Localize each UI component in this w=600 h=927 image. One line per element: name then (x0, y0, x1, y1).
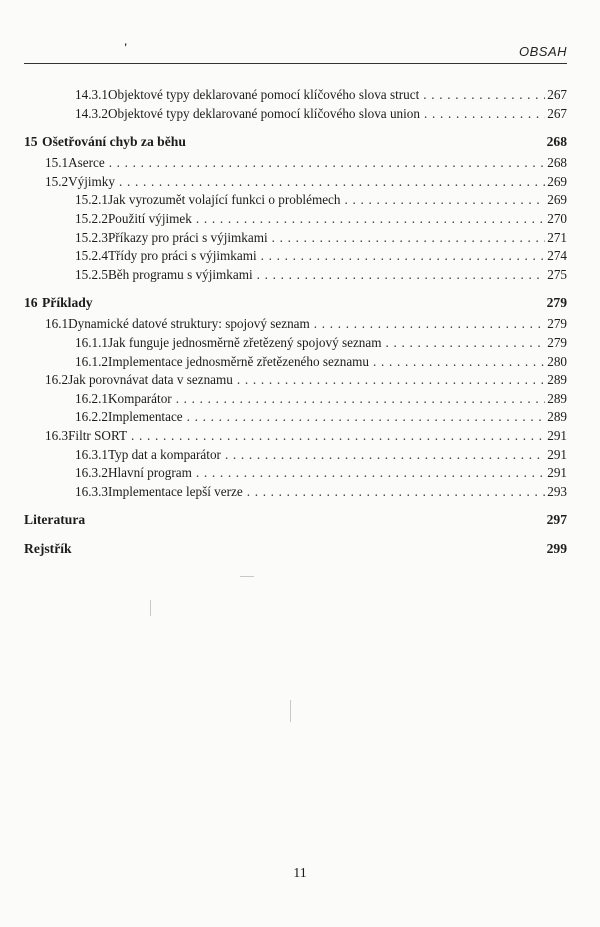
toc-entry-number: 16 (24, 295, 38, 311)
toc-entry-title: Jak vyrozumět volající funkci o problémech (107, 192, 341, 208)
scan-artifact (240, 576, 254, 577)
toc-entry-title: Implementace jednosměrně zřetězeného seznamu (107, 353, 370, 369)
toc-subsection-entry (24, 409, 567, 428)
toc-entry-page: 279 (546, 295, 567, 311)
dot-leader (127, 428, 545, 444)
toc-subsection-entry (24, 447, 567, 466)
dot-leader (420, 106, 545, 122)
toc-entry-title: Aserce (68, 155, 105, 171)
toc-entry-title: Třídy pro práci s výjimkami (107, 248, 257, 264)
toc-entry-number: 16.2 (45, 372, 69, 388)
dot-leader (105, 155, 545, 171)
page-header (24, 40, 567, 60)
dot-leader (172, 391, 545, 407)
toc-entry-number: 16.3.1 (75, 446, 108, 462)
toc-subsection-entry (24, 465, 567, 484)
toc-entry-number: 15.1 (45, 155, 69, 171)
toc-entry-title: Objektové typy deklarované pomocí klíčového slova struct (107, 87, 420, 102)
toc-chapter-entry (24, 541, 567, 562)
toc-entry-title: Ošetřování chyb za běhu (42, 134, 186, 150)
dot-leader (369, 354, 545, 370)
toc-entry-number: 16.2.1 (75, 390, 108, 406)
toc-subsection-entry (24, 391, 567, 410)
toc-section-entry (24, 316, 567, 335)
toc-entry-title: Objektové typy deklarované pomocí klíčového slova union (107, 105, 420, 121)
toc-entry-page: 289 (547, 372, 567, 388)
toc-subsection-entry (24, 354, 567, 373)
toc-subsection-entry (24, 267, 567, 286)
dot-leader (268, 230, 545, 246)
toc-section-entry (24, 155, 567, 174)
toc-entry-number: 15.2.2 (75, 210, 108, 226)
toc-entry-title: Implementace lepší verze (107, 483, 243, 499)
toc-entry-page: 268 (546, 134, 567, 150)
page-number: 11 (293, 866, 307, 881)
toc-entry-page: 267 (547, 105, 567, 121)
toc-entry-page: 280 (547, 353, 567, 369)
toc-subsection-entry (24, 106, 567, 125)
toc-entry-number: 15.2.5 (75, 266, 108, 282)
dot-leader (419, 87, 545, 103)
toc-entry-page: 271 (547, 229, 567, 245)
toc-entry-page: 279 (547, 316, 567, 332)
toc-entry-title: Rejstřík (24, 541, 72, 557)
toc-entry-number: 16.1.2 (75, 353, 108, 369)
toc-entry-title: Běh programu s výjimkami (107, 266, 253, 282)
dot-leader (192, 465, 545, 481)
toc-subsection-entry (24, 248, 567, 267)
dot-leader (310, 316, 545, 332)
toc-section-entry (24, 428, 567, 447)
toc-entry-title: Typ dat a komparátor (107, 446, 221, 462)
header-rule (24, 63, 567, 64)
dot-leader (382, 335, 545, 351)
toc-entry-number: 15.2.1 (75, 192, 108, 208)
toc-entry-title: Filtr SORT (68, 427, 128, 443)
dot-leader (257, 248, 545, 264)
toc-entry-title: Jak porovnávat data v seznamu (68, 372, 233, 388)
toc-entry-page: 291 (547, 446, 567, 462)
toc-chapter-entry (24, 512, 567, 533)
toc-subsection-entry (24, 192, 567, 211)
toc-entry-page: 297 (546, 512, 567, 528)
dot-leader (221, 447, 545, 463)
scan-artifact (290, 700, 291, 722)
toc-entry-title: Jak funguje jednosměrně zřetězený spojový seznam (107, 334, 382, 350)
toc-entry-number: 16.3 (45, 427, 69, 443)
toc-entry-page: 274 (547, 248, 567, 264)
toc-entry-page: 289 (547, 390, 567, 406)
toc-entry-title: Příkazy pro práci s výjimkami (107, 229, 268, 245)
toc-entry-title: Příklady (42, 295, 93, 311)
toc-chapter-entry (24, 295, 567, 316)
toc-entry-page: 267 (547, 87, 567, 102)
toc-entry-number: 16.2.2 (75, 409, 108, 425)
toc-entry-number: 15.2 (45, 173, 69, 189)
toc-entry-page: 299 (546, 541, 567, 557)
dot-leader (192, 211, 545, 227)
toc-entry-page: 291 (547, 427, 567, 443)
toc-subsection-entry (24, 335, 567, 354)
dot-leader (233, 372, 545, 388)
toc-entry-page: 268 (547, 155, 567, 171)
toc-entry-title: Komparátor (107, 390, 172, 406)
dot-leader (183, 409, 545, 425)
dot-leader (243, 484, 545, 500)
toc-entry-title: Dynamické datové struktury: spojový seznam (68, 316, 310, 332)
toc-entry-page: 289 (547, 409, 567, 425)
running-header-title: OBSAH (518, 44, 567, 59)
toc-entry-number: 16.1 (45, 316, 69, 332)
toc-subsection-entry (24, 211, 567, 230)
toc-entry-number: 14.3.1 (75, 87, 108, 102)
toc-entry-title: Implementace (107, 409, 183, 425)
scan-artifact (150, 600, 151, 616)
toc-entry-title: Výjimky (68, 173, 115, 189)
toc-section-entry (24, 372, 567, 391)
toc-entry-number: 14.3.2 (75, 105, 108, 121)
dot-leader (341, 192, 545, 208)
scan-mark: ' (124, 40, 128, 54)
toc-subsection-entry (24, 230, 567, 249)
toc-entry-number: 16.1.1 (75, 334, 108, 350)
toc-entry-number: 16.3.2 (75, 465, 108, 481)
toc-entry-page: 269 (547, 173, 567, 189)
toc-entry-number: 15 (24, 134, 38, 150)
toc-subsection-entry (24, 87, 567, 106)
table-of-contents (24, 87, 567, 562)
toc-entry-page: 279 (547, 334, 567, 350)
toc-entry-page: 275 (547, 266, 567, 282)
toc-entry-page: 293 (547, 483, 567, 499)
toc-entry-page: 291 (547, 465, 567, 481)
toc-entry-number: 15.2.3 (75, 229, 108, 245)
toc-entry-title: Použití výjimek (107, 210, 192, 226)
toc-entry-title: Hlavní program (107, 465, 192, 481)
toc-entry-number: 15.2.4 (75, 248, 108, 264)
toc-entry-page: 270 (547, 210, 567, 226)
dot-leader (115, 174, 545, 190)
toc-chapter-entry (24, 134, 567, 155)
toc-entry-number: 16.3.3 (75, 483, 108, 499)
toc-entry-title: Literatura (24, 512, 86, 528)
toc-entry-page: 269 (547, 192, 567, 208)
toc-section-entry (24, 174, 567, 193)
dot-leader (253, 267, 545, 283)
toc-subsection-entry (24, 484, 567, 503)
